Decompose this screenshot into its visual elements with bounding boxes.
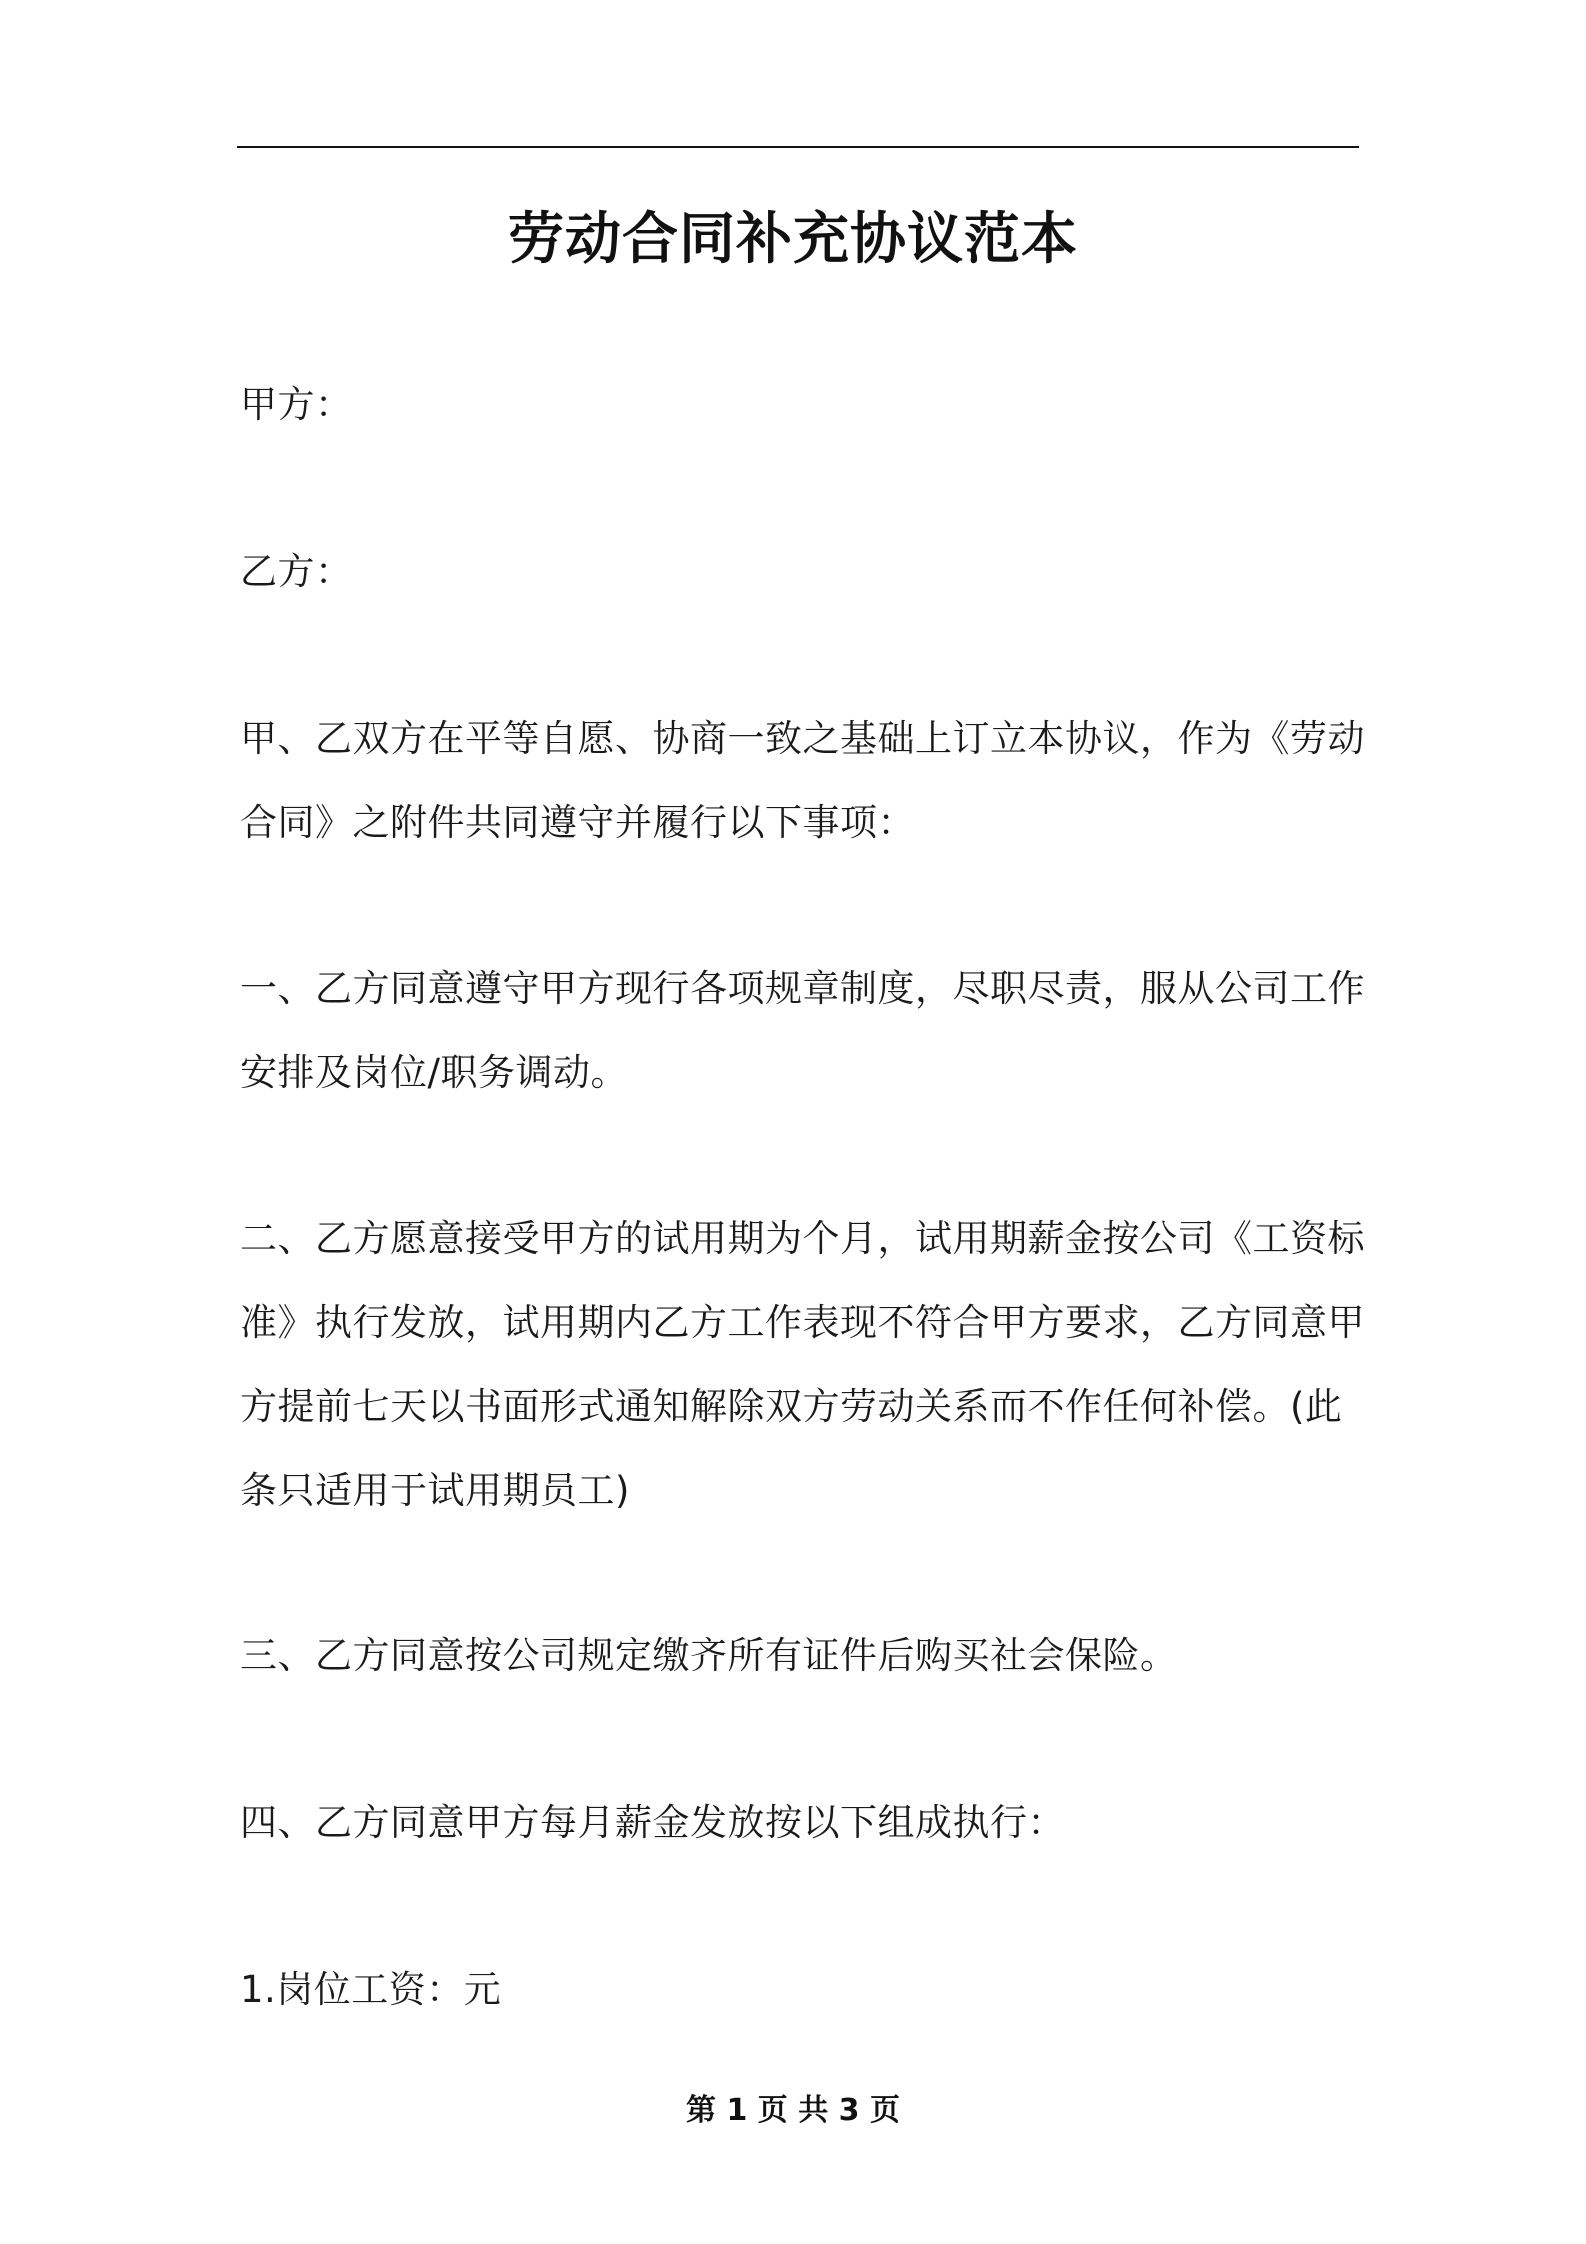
preamble-paragraph: 甲、乙双方在平等自愿、协商一致之基础上订立本协议，作为《劳动合同》之附件共同遵守并履行以下事项： xyxy=(240,717,1365,844)
party-a-line: 甲方： xyxy=(240,383,353,426)
clause-3-paragraph: 三、乙方同意按公司规定缴齐所有证件后购买社会保险。 xyxy=(240,1634,1178,1677)
header-rule xyxy=(237,146,1359,148)
document-title: 劳动合同补充协议范本 xyxy=(508,207,1078,272)
page-indicator: 第 1 页 共 3 页 xyxy=(686,2093,900,2128)
salary-item-1: 1.岗位工资：元 xyxy=(240,1968,502,2011)
clause-1-paragraph: 一、乙方同意遵守甲方现行各项规章制度，尽职尽责，服从公司工作安排及岗位/职务调动。 xyxy=(240,967,1365,1094)
clause-2-paragraph: 二、乙方愿意接受甲方的试用期为个月，试用期薪金按公司《工资标准》执行发放，试用期内乙方工作表现不符合甲方要求，乙方同意甲方提前七天以书面形式通知解除双方劳动关系而不作任何补偿。(此条只适用于试用期员工) xyxy=(240,1217,1365,1512)
clause-4-paragraph: 四、乙方同意甲方每月薪金发放按以下组成执行： xyxy=(240,1801,1065,1844)
party-b-line: 乙方： xyxy=(240,550,353,593)
